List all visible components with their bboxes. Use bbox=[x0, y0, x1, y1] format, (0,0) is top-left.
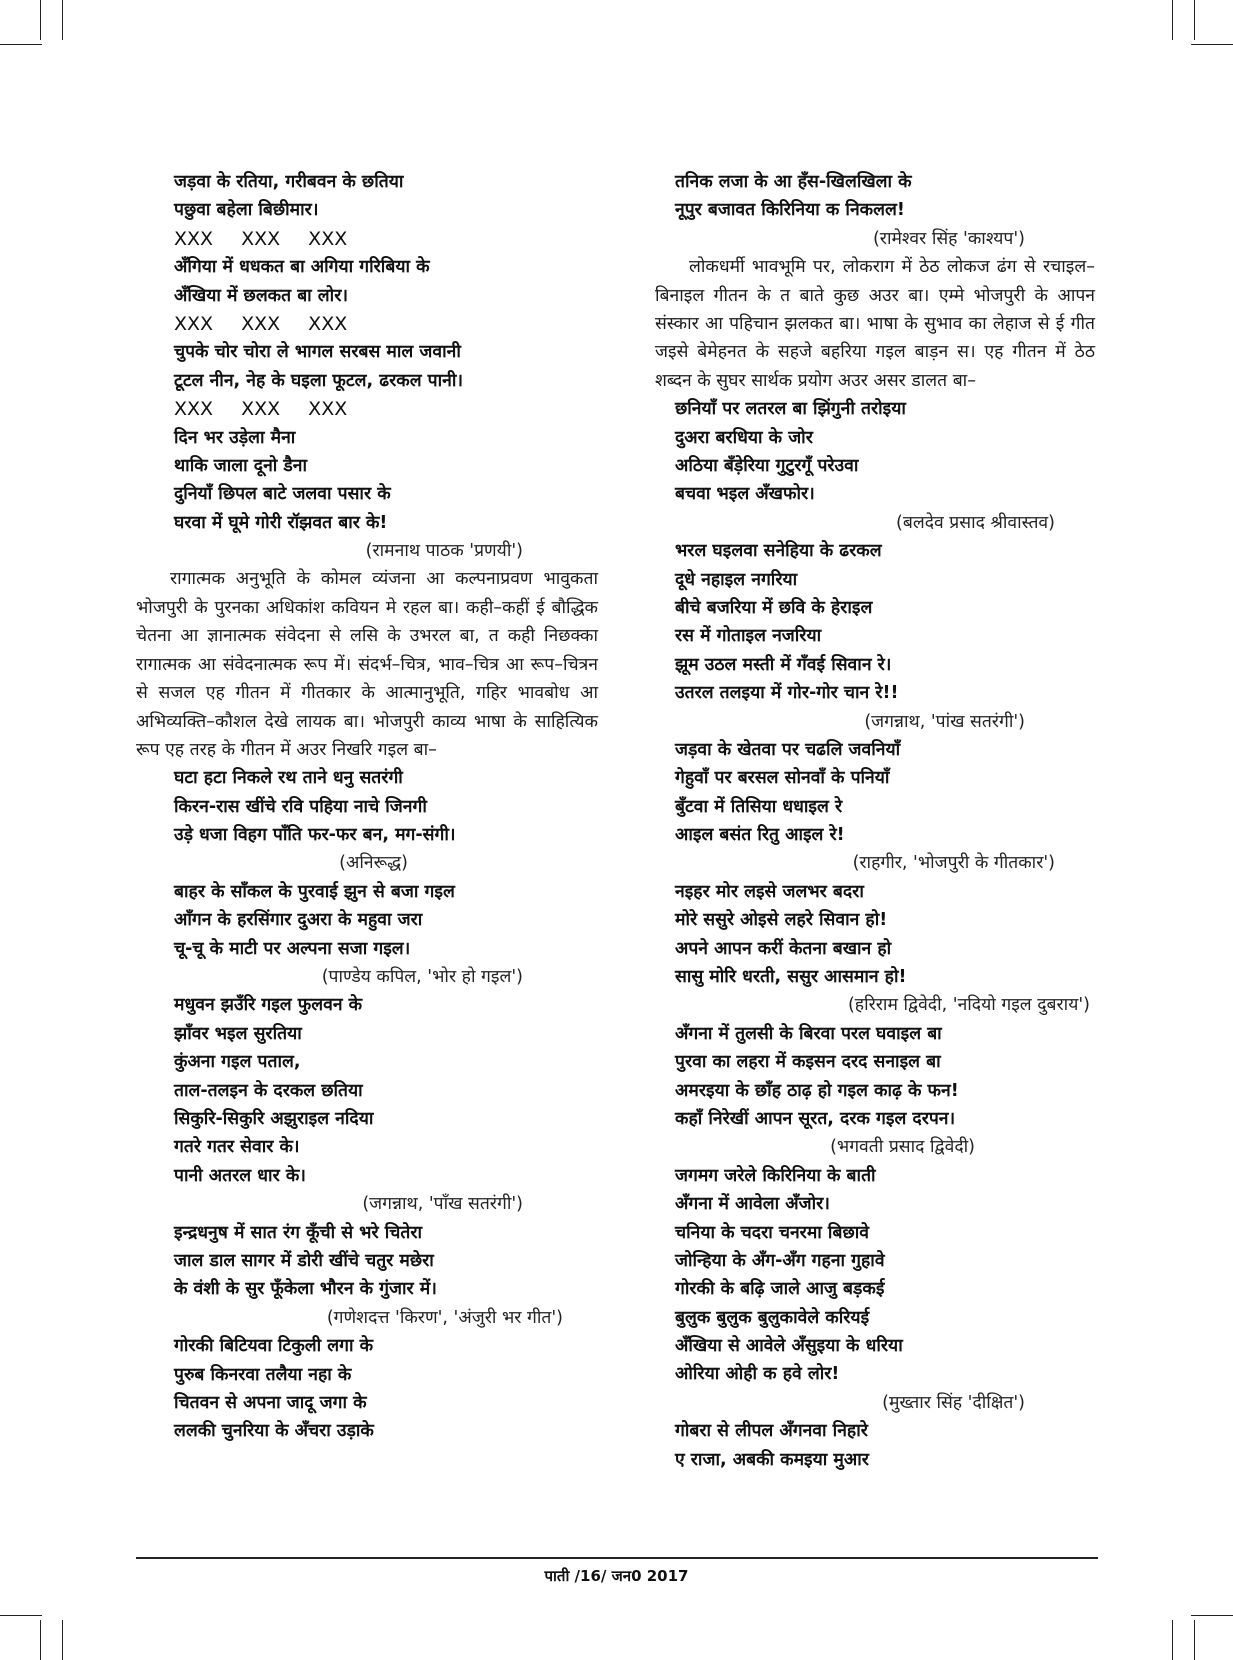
verse-line: आइल बसंत रितु आइल रे! bbox=[675, 825, 845, 846]
verse-line: बचवा भइल अँखफोर। bbox=[675, 484, 815, 505]
verse-line: बुँटवा में तिसिया धधाइल रे bbox=[675, 796, 843, 817]
verse-line: टूटल नीन, नेह के घइला फूटल, ढरकल पानी। bbox=[174, 370, 464, 391]
verse-line: चू-चू के माटी पर अल्पना सजा गइल। bbox=[174, 938, 411, 959]
verse-line: कुंअना गइल पताल, bbox=[174, 1052, 301, 1073]
verse-line: बाहर के साँकल के पुरवाई झुन से बजा गइल bbox=[174, 881, 455, 902]
verse-line: इन्द्रधनुष में सात रंग कूँची से भरे चितेरा bbox=[174, 1222, 423, 1243]
verse-line: दूधे नहाइल नगरिया bbox=[675, 569, 798, 590]
verse-line: झाँवर भइल सुरतिया bbox=[174, 1023, 302, 1044]
verse-line: ललकी चुनरिया के अँचरा उड़ाके bbox=[174, 1421, 374, 1442]
citation: (हरिराम द्विवेदी, 'नदियो गइल दुबराय') bbox=[847, 995, 1090, 1016]
verse-line: नइहर मोर लइसे जलभर बदरा bbox=[675, 881, 864, 902]
crop-mark bbox=[1191, 1615, 1233, 1616]
citation: (मुख्तार सिंह 'दीक्षित') bbox=[882, 1392, 1025, 1413]
crop-mark bbox=[1194, 0, 1195, 40]
footer-rule bbox=[136, 1557, 1098, 1559]
verse-line: घटा हटा निकले रथ ताने धनु सतरंगी bbox=[174, 768, 403, 789]
verse-line: गतरे गतर सेवार के। bbox=[174, 1137, 300, 1158]
citation: (रामनाथ पाठक 'प्रणयी') bbox=[365, 541, 523, 562]
verse-line: जोन्हिया के अँग-अँग गहना गुहावे bbox=[675, 1250, 885, 1271]
verse-line: थाकि जाला दूनो डैना bbox=[174, 455, 308, 476]
verse-line: बुलुक बुलुक बुलुकावेले करियई bbox=[675, 1307, 870, 1328]
verse-line: जड़वा के खेतवा पर चढलि जवनियाँ bbox=[675, 739, 901, 760]
verse-line: अँगना में आवेला अँजोर। bbox=[675, 1194, 830, 1215]
verse-line: दुअरा बरधिया के जोर bbox=[675, 427, 813, 448]
verse-line: पुरुब किनरवा तलैया नहा के bbox=[174, 1364, 352, 1385]
verse-line: मधुवन झउँरि गइल फुलवन के bbox=[174, 995, 363, 1016]
crop-mark bbox=[1172, 0, 1173, 40]
citation: (जगन्नाथ, 'पाँख सतरंगी') bbox=[362, 1194, 523, 1215]
verse-line: जगमग जरेले किरिनिया के बाती bbox=[675, 1165, 876, 1186]
verse-line: मोरे ससुरे ओइसे लहरे सिवान हो! bbox=[675, 910, 888, 931]
verse-line: XXX XXX XXX bbox=[174, 398, 348, 421]
crop-mark bbox=[1191, 44, 1233, 45]
crop-mark bbox=[62, 1620, 63, 1660]
verse-line: अँगिया में धधकत बा अगिया गरिबिया के bbox=[174, 257, 430, 278]
citation: (रामेश्वर सिंह 'काश्यप') bbox=[872, 228, 1025, 249]
verse-line: ओरिया ओही क हवे लोर! bbox=[675, 1364, 840, 1385]
verse-line: गेहुवाँ पर बरसल सोनवाँ के पनियाँ bbox=[675, 768, 890, 789]
verse-line: दुनियाँ छिपल बाटे जलवा पसार के bbox=[174, 484, 391, 505]
crop-mark bbox=[1172, 1620, 1173, 1660]
verse-line: पुरवा का लहरा में कइसन दरद सनाइल बा bbox=[675, 1052, 941, 1073]
verse-line: किरन-रास खींचे रवि पहिया नाचे जिनगी bbox=[174, 796, 427, 817]
crop-mark bbox=[0, 44, 42, 45]
verse-line: रस में गोताइल नजरिया bbox=[675, 626, 822, 647]
verse-line: आँगन के हरसिंगार दुअरा के महुवा जरा bbox=[174, 910, 423, 931]
verse-line: जाल डाल सागर में डोरी खींचे चतुर मछेरा bbox=[174, 1250, 434, 1271]
citation: (भगवती प्रसाद द्विवेदी) bbox=[830, 1137, 975, 1158]
verse-line: ताल-तलइन के दरकल छतिया bbox=[174, 1080, 363, 1101]
verse-line: भरल घइलवा सनेहिया के ढरकल bbox=[675, 541, 882, 562]
verse-line: चुपके चोर चोरा ले भागल सरबस माल जवानी bbox=[174, 342, 461, 363]
verse-line: नूपुर बजावत किरिनिया क निकलल! bbox=[675, 200, 905, 221]
verse-line: सासु मोरि धरती, ससुर आसमान हो! bbox=[675, 967, 907, 988]
verse-line: उड़े धजा विहग पाँति फर-फर बन, मग-संगी। bbox=[174, 825, 456, 846]
crop-mark bbox=[40, 1620, 41, 1660]
crop-mark bbox=[0, 1615, 42, 1616]
verse-line: चनिया के चदरा चनरमा बिछावे bbox=[675, 1222, 869, 1243]
left-column bbox=[136, 168, 598, 1446]
verse-line: गोरकी बिटियवा टिकुली लगा के bbox=[174, 1336, 374, 1357]
verse-line: XXX XXX XXX bbox=[174, 312, 348, 335]
citation: (जगन्नाथ, 'पांख सतरंगी') bbox=[864, 711, 1025, 732]
verse-line: तनिक लजा के आ हँस-खिलखिला के bbox=[675, 172, 912, 192]
verse-line: चितवन से अपना जादू जगा के bbox=[174, 1392, 367, 1413]
verse-line: के वंशी के सुर फूँकेला भौरन के गुंजार में। bbox=[174, 1279, 437, 1300]
crop-mark bbox=[62, 0, 63, 40]
right-column bbox=[655, 168, 1095, 1474]
citation: (गणेशदत्त 'किरण', 'अंजुरी भर गीत') bbox=[326, 1307, 563, 1328]
verse-line: ए राजा, अबकी कमइया मुआर bbox=[675, 1449, 869, 1470]
page-footer: पाती /16/ जन0 2017 bbox=[544, 1567, 689, 1585]
citation: (राहगीर, 'भोजपुरी के गीतकार') bbox=[852, 853, 1055, 874]
prose-paragraph: रागात्मक अनुभूति के कोमल व्यंजना आ कल्पनाप्रवण भावुकता भोजपुरी के पुरनका अधिकांश कवियन मे रहल बा। कही–कहीं ई बौद्धिक चेतना आ ज्ञानात्मक संवेदना से लसि के उभरल बा, त कही निछक्का रागात्मक आ संवेदनात्मक रूप में। संदर्भ–चित्र, भाव–चित्र आ रूप–चित्रन से सजल एह गीतन में गीतकार के आत्मानुभूति, गहिर भावबोध आ अभिव्यक्ति–कौशल देखे लायक बा। भोजपुरी काव्य भाषा के साहित्यिक रूप एह तरह के गीतन में अउर निखरि गइल बा– bbox=[136, 569, 598, 760]
citation: (बलदेव प्रसाद श्रीवास्तव) bbox=[896, 512, 1055, 533]
verse-line: गोबरा से लीपल अँगनवा निहारे bbox=[675, 1421, 868, 1442]
verse-line: अठिया बँड़ेरिया गुटुरगूँ परेउवा bbox=[675, 455, 859, 476]
verse-line: पानी अतरल धार के। bbox=[174, 1165, 306, 1186]
crop-mark bbox=[1194, 1620, 1195, 1660]
verse-line: झूम उठल मस्ती में गँवई सिवान रे। bbox=[675, 654, 892, 675]
crop-mark bbox=[40, 0, 41, 40]
verse-line: अपने आपन करीं केतना बखान हो bbox=[675, 938, 892, 959]
verse-line: दिन भर उड़ेला मैना bbox=[174, 427, 296, 448]
verse-line: अँगना में तुलसी के बिरवा परल घवाइल बा bbox=[675, 1023, 942, 1044]
verse-line: बीचे बजरिया में छवि के हेराइल bbox=[675, 597, 873, 618]
verse-line: उतरल तलइया में गोर-गोर चान रे!! bbox=[675, 683, 899, 704]
verse-line: घरवा में घूमे गोरी रॉझवत बार के! bbox=[174, 512, 388, 533]
verse-line: गोरकी के बढ़ि जाले आजु बड़कई bbox=[675, 1279, 885, 1300]
verse-line: पछुवा बहेला बिछीमार। bbox=[174, 200, 319, 221]
verse-line: अमरइया के छाँह ठाढ़ हो गइल काढ़ के फन! bbox=[675, 1080, 959, 1101]
citation: (पाण्डेय कपिल, 'भोर हो गइल') bbox=[321, 967, 523, 988]
verse-line: सिकुरि-सिकुरि अझुराइल नदिया bbox=[174, 1109, 374, 1129]
verse-line: XXX XXX XXX bbox=[174, 227, 348, 250]
verse-line: अँखिया से आवेले अँसुइया के धरिया bbox=[675, 1336, 903, 1357]
verse-line: जड़वा के रतिया, गरीबवन के छतिया bbox=[174, 172, 404, 192]
verse-line: कहाँ निरेखीं आपन सूरत, दरक गइल दरपन। bbox=[675, 1108, 956, 1129]
prose-paragraph: लोकधर्मी भावभूमि पर, लोकराग में ठेठ लोकज ढंग से रचाइल–बिनाइल गीतन के त बाते कुछ अउर बा। एम्मे भोजपुरी के आपन संस्कार आ पहिचान झलकत बा। भाषा के सुभाव का लेहाज से ई गीत जइसे बेमेहनत के सहजे बहरिया गइल बाड़न स। एह गीतन में ठेठ शब्दन के सुघर सार्थक प्रयोग अउर असर डालत बा– bbox=[655, 257, 1095, 391]
citation: (अनिरूद्ध) bbox=[339, 853, 408, 874]
verse-line: अँखिया में छलकत बा लोर। bbox=[174, 285, 348, 306]
verse-line: छनियाँ पर लतरल बा झिंगुनी तरोइया bbox=[675, 399, 906, 420]
